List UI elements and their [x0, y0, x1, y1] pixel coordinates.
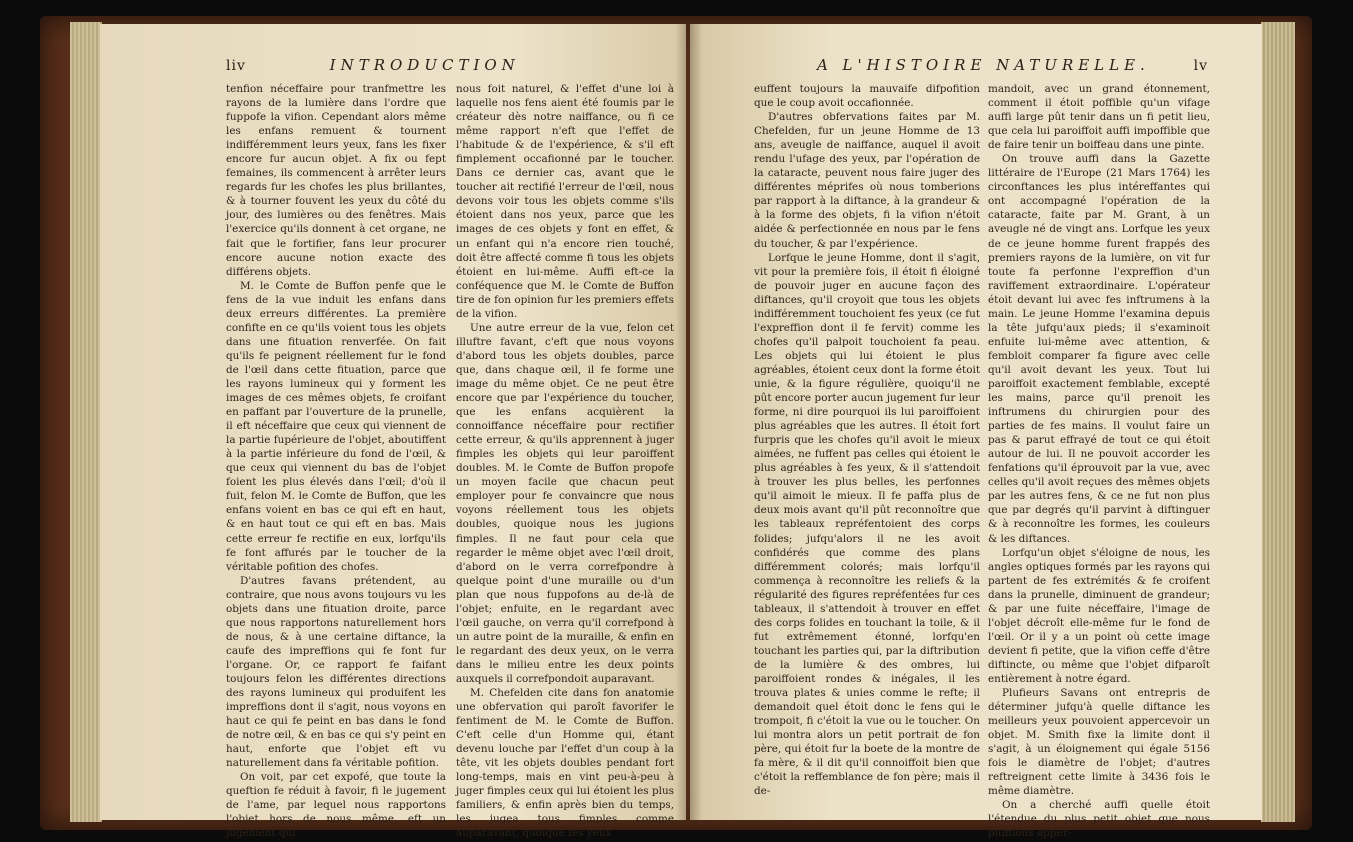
paragraph: mandoit, avec un grand étonnement, comment il étoit poffible qu'un vifage auffi large pût tenir dans un fi petit lieu, que cela lui paroiffoit auffi impoffible que de faire tenir un boiffeau dans une pinte. — [988, 83, 1210, 152]
paragraph: D'autres obfervations faites par M. Chefelden, fur un jeune Homme de 13 ans, aveugle de naiffance, auquel il avoit rendu l'ufage des yeux, par l'opération de la cataracte, peuvent nous faire juger des différentes méprifes où nous tomberions par rapport à la diftance, à la grandeur & à la forme des objets, fi la vifion n'étoit aidée & perfectionnée en nous par le fens du toucher, & par l'expérience. — [754, 111, 980, 250]
paragraph: nous foit naturel, & l'effet d'une loi à laquelle nos fens aient été foumis par le créateur dès notre naiffance, ou fi ce même rapport n'eft que l'effet de l'habitude & de l'expérience, & s'il eft fimplement occafionné par le toucher. Dans ce dernier cas, avant que le toucher ait rectifié l'erreur de l'œil, nous devons voir tous les objets comme s'ils étoient dans nos yeux, parce que les images de ces objets y font en effet, & un enfant qui n'a encore rien touché, doit être affecté comme fi tous les objets étoient en lui-même. Auffi eft-ce la conféquence que M. le Comte de Buffon tire de fon opinion fur les premiers effets de la vifion. — [456, 83, 674, 320]
paragraph: Lorfque le jeune Homme, dont il s'agit, vit pour la première fois, il étoit fi éloigné de pouvoir juger en aucune façon des diftances, qu'il croyoit que tous les objets indifféremment touchoient fes yeux (ce fut l'expreffion dont il fe fervit) comme les chofes qu'il palpoit touchoient fa peau. Les objets qui lui étoient le plus agréables, étoient ceux dont la forme étoit unie, & la figure régulière, quoiqu'il ne pût encore porter aucun jugement fur leur forme, ni dire pourquoi ils lui paroiffoient plus agréables que les autres. Il étoit fort furpris que les chofes qu'il avoit le mieux aimées, ne fuffent pas celles qui étoient le plus agréables à fes yeux, & il s'attendoit à trouver les plus belles, les perfonnes qu'il aimoit le mieux. Il fe paffa plus de deux mois avant qu'il pût reconnoître que les tableaux repréfentoient des corps folides; jufqu'alors il ne les avoit confidérés que comme des plans différemment colorés; mais lorfqu'il commença à reconnoître les reliefs & la régularité des figures repréfentées fur ces tableaux, il s'attendoit à trouver en effet des corps folides en touchant la toile, & il fut extrêmement étonné, lorfqu'en touchant les parties qui, par la diftribution de la lumière & des ombres, lui paroiffoient rondes & inégales, il les trouva plates & unies comme le refte; il demandoit quel étoit donc le fens qui le trompoit, fi c'étoit la vue ou le toucher. On lui montra alors un petit portrait de fon père, qui étoit fur la boete de la montre de fa mère, & il dit qu'il connoiffoit bien que c'étoit la reffemblance de fon père; mais il de- — [754, 251, 980, 798]
paragraph: M. Chefelden cite dans fon anatomie une obfervation qui paroît favorifer le fentiment de M. le Comte de Buffon. C'eft celle d'un Homme qui, étant devenu louche par l'effet d'un coup à la tête, vit les objets doubles pendant fort long-temps, mais en vint peu-à-peu à juger fimples ceux qui lui étoient les plus familiers, & enfin après bien du temps, les jugea tous fimples comme auparavant, quoique fes yeux — [456, 687, 674, 840]
paragraph: Plufieurs Savans ont entrepris de déterminer jufqu'à quelle diftance les meilleurs yeux pouvoient appercevoir un objet. M. Smith fixe la limite dont il s'agit, à un éloignement qui égale 5156 fois le diamètre de l'objet; d'autres reftreignent cette limite à 3436 fois le même diamètre. — [988, 687, 1210, 798]
left-running-head — [226, 56, 646, 78]
left-page-number: liv — [226, 58, 246, 74]
right-running-title: A L'HISTOIRE NATURELLE. — [816, 56, 1150, 74]
paragraph: M. le Comte de Buffon penfe que le fens de la vue induit les enfans dans deux erreurs différentes. La première confifte en ce qu'ils voient tous les objets dans une fituation renverfée. On fait qu'ils fe peignent réellement fur le fond de l'œil dans cette fituation, parce que les rayons lumineux qui y forment les images de ces mêmes objets, fe croifant en paffant par l'ouverture de la prunelle, il eft néceffaire que ceux qui viennent de la partie fupérieure de l'objet, aboutiffent à la partie inférieure du fond de l'œil, & que ceux qui viennent du bas de l'objet foient les plus élevés dans l'œil; d'où il fuit, felon M. le Comte de Buffon, que les enfans voient en bas ce qui eft en haut, & en haut tout ce qui eft en bas. Mais cette erreur fe rectifie en eux, lorfqu'ils fe font affurés par le toucher de la véritable pofition des chofes. — [226, 279, 446, 573]
right-column-2 — [988, 82, 1210, 841]
paragraph: On trouve auffi dans la Gazette littéraire de l'Europe (21 Mars 1764) les circonftances les plus intéreffantes qui ont accompagné l'opération de la cataracte, faite par M. Grant, à un aveugle né de vingt ans. Lorfque les yeux de ce jeune homme furent frappés des premiers rayons de la lumière, on vit fur toute fa perfonne l'expreffion d'un raviffement extraordinaire. L'opérateur étoit devant lui avec fes inftrumens à la main. Le jeune Homme l'examina depuis la tête jufqu'aux pieds; il s'examinoit enfuite lui-même avec attention, & fembloit comparer fa figure avec celle qu'il avoit devant les yeux. Tout lui paroiffoit exactement femblable, excepté les mains, parce qu'il prenoit les inftrumens du chirurgien pour des parties de fes mains. Il voulut faire un pas & parut effrayé de tout ce qui étoit autour de lui. Il ne pouvoit accorder les fenfations qu'il éprouvoit par la vue, avec celles qu'il avoit reçues des mêmes objets par les autres fens, & ce ne fut non plus que par degrés qu'il parvint à diftinguer & à reconnoître les formes, les couleurs & les diftances. — [988, 153, 1210, 545]
paragraph: Une autre erreur de la vue, felon cet illuftre favant, c'eft que nous voyons d'abord tous les objets doubles, parce que, dans chaque œil, il fe forme une image du même objet. Ce ne peut être encore que par l'expérience du toucher, que les enfans acquièrent la connoiffance néceffaire pour rectifier cette erreur, & qu'ils apprennent à juger fimples les objets qui leur paroiffent doubles. M. le Comte de Buffon propofe un moyen facile que chacun peut employer pour fe convaincre que nous voyons réellement tous les objets doubles, quoique nous les jugions fimples. Il ne faut pour cela que regarder le même objet avec l'œil droit, d'abord on le verra correfpondre à quelque point d'une muraille ou d'un plan que nous fuppofons au de-là de l'objet; enfuite, en le regardant avec l'œil gauche, on verra qu'il correfpond à un autre point de la muraille, & enfin en le regardant des deux yeux, on le verra dans le milieu entre les deux points auxquels il correfpondoit auparavant. — [456, 321, 674, 685]
right-running-head — [814, 56, 1208, 78]
paragraph: tenfion néceffaire pour tranfmettre les rayons de la lumière dans l'ordre que fuppofe la vifion. Cependant alors même les enfans remuent & tournent indifféremment leurs yeux, fans les fixer encore fur aucun objet. A fix ou fept femaines, ils commencent à arrêter leurs regards fur les chofes les plus brillantes, & à tourner fouvent les yeux du côté du jour, des lumières ou des fenêtres. Mais l'exercice qu'ils donnent à cet organe, ne fait que le fortifier, fans leur procurer encore aucune notion exacte des différens objets. — [226, 83, 446, 278]
left-column-1 — [226, 82, 446, 841]
paragraph: euffent toujours la mauvaife difpofition que le coup avoit occafionnée. — [754, 83, 980, 110]
page-edges-left — [70, 22, 102, 822]
left-column-2 — [456, 82, 674, 841]
left-running-title: INTRODUCTION — [329, 56, 520, 74]
page-edges-right — [1261, 22, 1295, 822]
paragraph: D'autres favans prétendent, au contraire, que nous avons toujours vu les objets dans une fituation droite, parce que nous rapportons naturellement hors de nous, & à une certaine diftance, la caufe des impreffions qui fe font fur l'organe. Or, ce rapport fe faifant toujours felon les différentes directions des rayons lumineux qui produifent les impreffions dont il s'agit, nous voyons en haut ce qui fe peint en bas dans le fond de notre œil, & en bas ce qui s'y peint en haut, enforte que l'objet eft vu naturellement dans fa véritable pofition. — [226, 574, 446, 770]
paragraph: On voit, par cet expofé, que toute la queftion fe réduit à favoir, fi le jugement de l'ame, par lequel nous rapportons l'objet hors de nous même, eft un jugement qui — [226, 771, 446, 840]
right-column-1 — [754, 82, 980, 798]
paragraph: On a cherché auffi quelle étoit l'étendue du plus petit objet que nous puiffions apper- — [988, 799, 1210, 840]
paragraph: Lorfqu'un objet s'éloigne de nous, les angles optiques formés par les rayons qui partent de fes extrémités & fe croifent dans la prunelle, diminuent de grandeur; & par une fuite néceffaire, l'image de l'objet décroît elle-même fur le fond de l'œil. Or il y a un point où cette image devient fi petite, que la vifion ceffe d'être diftincte, ou même que l'objet difparoît entièrement à notre égard. — [988, 546, 1210, 685]
right-page-number: lv — [1193, 58, 1208, 74]
